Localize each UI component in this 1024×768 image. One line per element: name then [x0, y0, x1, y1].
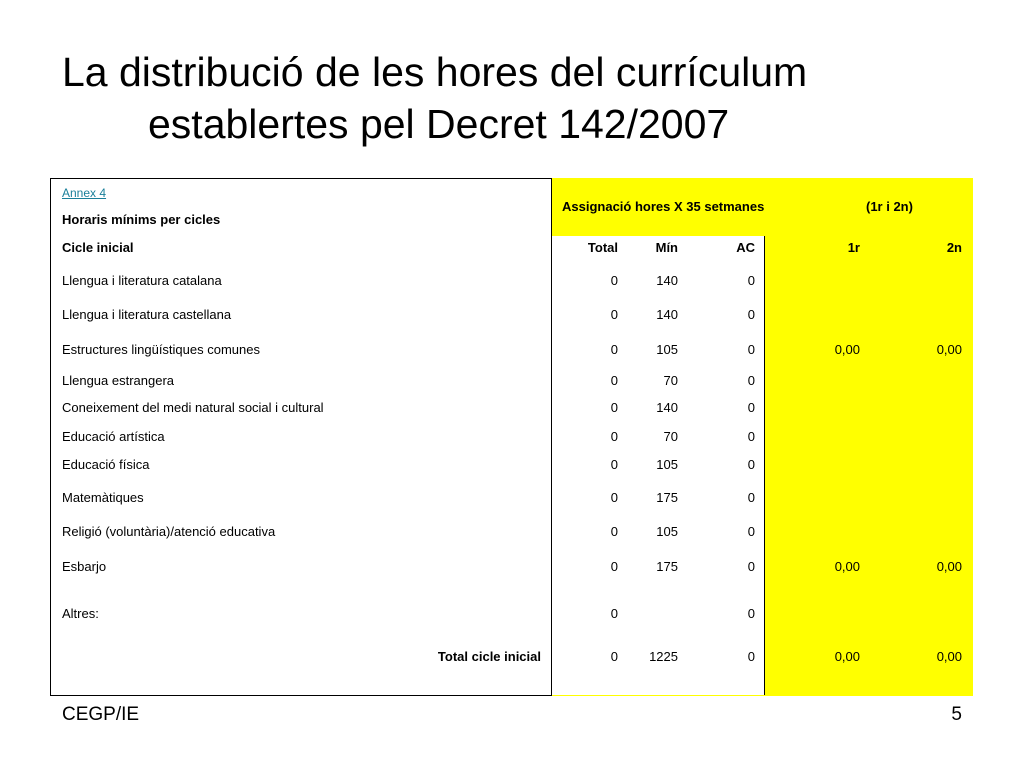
row-ac: 0 — [747, 307, 755, 322]
row-total: 0 — [610, 524, 618, 539]
column-header-total: Total — [587, 240, 618, 255]
total-row-label: Total cicle inicial — [437, 649, 541, 664]
row-ac: 0 — [747, 490, 755, 505]
row-year-1: 0,00 — [834, 559, 860, 574]
slide-title-line-1: La distribució de les hores del currículum — [62, 49, 808, 95]
row-subject: Altres: — [62, 606, 99, 621]
row-total: 0 — [610, 307, 618, 322]
row-ac: 0 — [747, 457, 755, 472]
row-subject: Estructures lingüístiques comunes — [62, 342, 260, 357]
column-header-year-2: 2n — [946, 240, 962, 255]
row-ac: 0 — [747, 373, 755, 388]
row-ac: 0 — [747, 524, 755, 539]
row-min: 175 — [656, 559, 678, 574]
row-total: 0 — [610, 342, 618, 357]
row-subject: Matemàtiques — [62, 490, 144, 505]
row-year-2: 0,00 — [936, 342, 962, 357]
row-subject: Coneixement del medi natural social i cultural — [62, 400, 324, 415]
column-header-cycle: Cicle inicial — [62, 240, 134, 255]
row-subject: Educació física — [62, 457, 150, 472]
page-number: 5 — [951, 704, 962, 725]
column-header-ac: AC — [736, 240, 755, 255]
row-subject: Religió (voluntària)/atenció educativa — [62, 524, 276, 539]
row-total: 0 — [610, 559, 618, 574]
row-ac: 0 — [747, 606, 755, 621]
row-year-1: 0,00 — [834, 342, 860, 357]
row-total: 0 — [610, 457, 618, 472]
row-ac: 0 — [747, 429, 755, 444]
row-year-2: 0,00 — [936, 559, 962, 574]
table-subtitle: Horaris mínims per cicles — [62, 212, 221, 227]
row-total: 0 — [610, 273, 618, 288]
total-row-year-1: 0,00 — [834, 649, 860, 664]
row-min: 105 — [656, 342, 678, 357]
row-min: 70 — [663, 373, 678, 388]
row-subject: Esbarjo — [62, 559, 107, 574]
row-min: 105 — [656, 457, 678, 472]
row-min: 140 — [656, 273, 678, 288]
column-header-min: Mín — [655, 240, 678, 255]
footer-organization: CEGP/IE — [62, 704, 140, 725]
row-min: 70 — [663, 429, 678, 444]
slide-title-line-2: establertes pel Decret 142/2007 — [148, 101, 730, 147]
row-min: 175 — [656, 490, 678, 505]
row-ac: 0 — [747, 559, 755, 574]
row-total: 0 — [610, 490, 618, 505]
annex-link[interactable]: Annex 4 — [62, 186, 107, 200]
row-subject: Llengua i literatura castellana — [62, 307, 232, 322]
row-min: 140 — [656, 400, 678, 415]
row-total: 0 — [610, 429, 618, 444]
row-total: 0 — [610, 400, 618, 415]
years-header: (1r i 2n) — [866, 199, 913, 214]
row-subject: Llengua i literatura catalana — [62, 273, 222, 288]
row-subject: Educació artística — [62, 429, 165, 444]
row-subject: Llengua estrangera — [62, 373, 175, 388]
row-ac: 0 — [747, 342, 755, 357]
column-header-year-1: 1r — [847, 240, 860, 255]
row-total: 0 — [610, 373, 618, 388]
row-ac: 0 — [747, 273, 755, 288]
row-min: 140 — [656, 307, 678, 322]
row-min: 105 — [656, 524, 678, 539]
total-row-year-2: 0,00 — [936, 649, 962, 664]
total-row-total: 0 — [610, 649, 618, 664]
total-row-ac: 0 — [747, 649, 755, 664]
row-total: 0 — [610, 606, 618, 621]
row-ac: 0 — [747, 400, 755, 415]
total-row-min: 1225 — [649, 649, 678, 664]
assignment-header: Assignació hores X 35 setmanes — [562, 199, 765, 214]
